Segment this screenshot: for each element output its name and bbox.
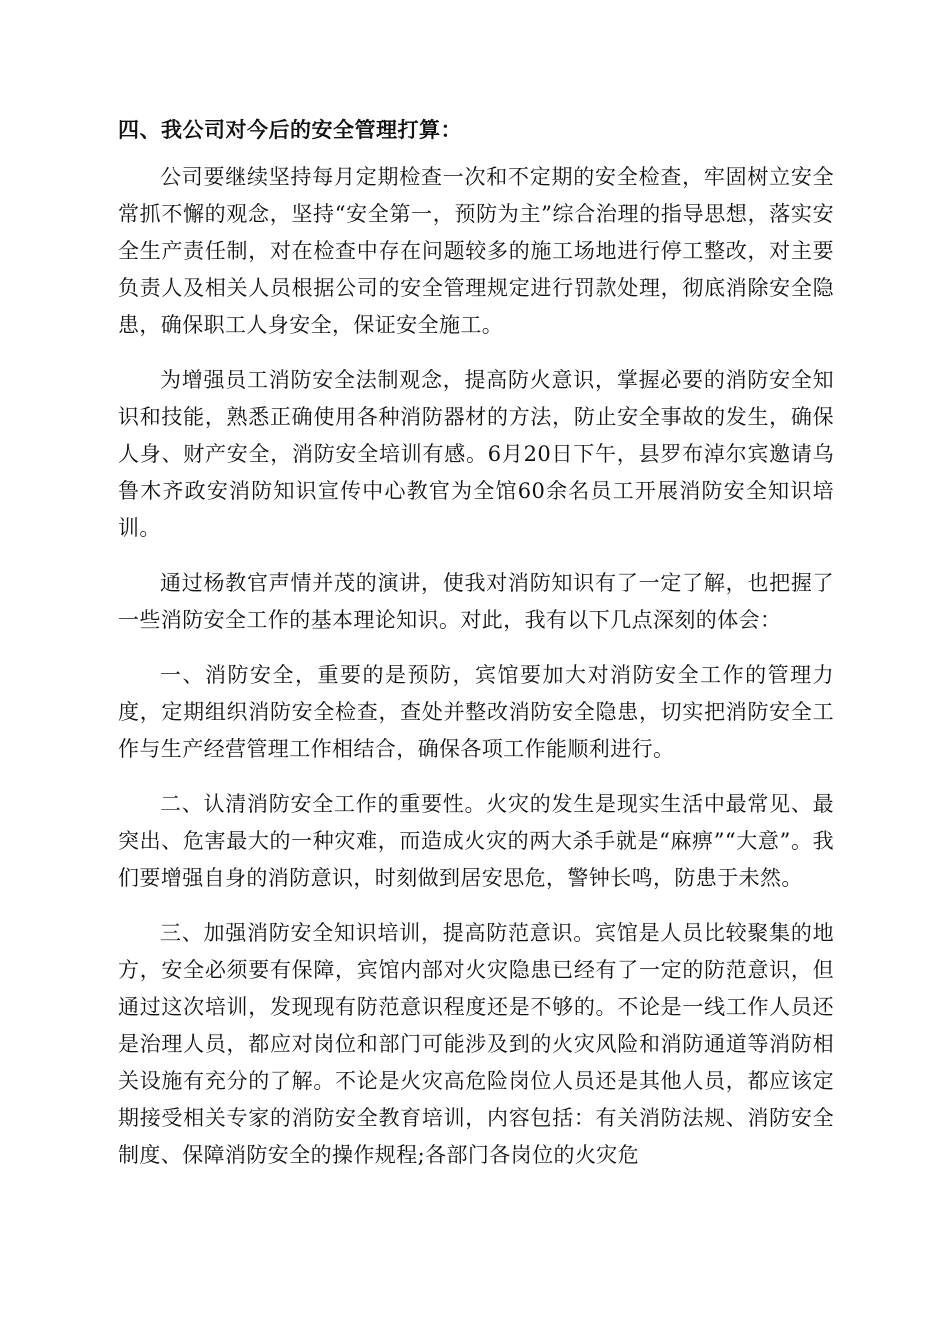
paragraph-fire-training-intro: 为增强员工消防安全法制观念，提高防火意识，掌握必要的消防安全知识和技能，熟悉正确使用各种消防器材的方法，防止安全事故的发生，确保人身、财产安全，消防安全培训有感。6月20日下午，县罗布淖尔宾邀请乌鲁木齐政安消防知识宣传中心教官为全馆60余名员工开展消防安全知识培训。 bbox=[118, 368, 834, 540]
document-body bbox=[118, 112, 834, 1192]
section-heading: 四、我公司对今后的安全管理打算： bbox=[118, 118, 462, 142]
paragraph-point-three: 三、加强消防安全知识培训，提高防范意识。宾馆是人员比较聚集的地方，安全必须要有保障，宾馆内部对火灾隐患已经有了一定的防范意识，但通过这次培训，发现现有防范意识程度还是不够的。不论是一线工作人员还是治理人员，都应对岗位和部门可能涉及到的火灾风险和消防通道等消防相关设施有充分的了解。不论是火灾高危险岗位人员还是其他人员，都应该定期接受相关专家的消防安全教育培训，内容包括：有关消防法规、消防安全制度、保障消防安全的操作规程;各部门各岗位的火灾危 bbox=[118, 921, 834, 1167]
paragraph-safety-plan: 公司要继续坚持每月定期检查一次和不定期的安全检查，牢固树立安全常抓不懈的观念，坚持“安全第一，预防为主”综合治理的指导思想，落实安全生产责任制，对在检查中存在问题较多的施工场地进行停工整改，对主要负责人及相关人员根据公司的安全管理规定进行罚款处理，彻底消除安全隐患，确保职工人身安全，保证安全施工。 bbox=[118, 165, 834, 337]
paragraph-point-one: 一、消防安全，重要的是预防，宾馆要加大对消防安全工作的管理力度，定期组织消防安全检查，查处并整改消防安全隐患，切实把消防安全工作与生产经营管理工作相结合，确保各项工作能顺利进行。 bbox=[118, 663, 834, 761]
paragraph-point-two: 二、认清消防安全工作的重要性。火灾的发生是现实生活中最常见、最突出、危害最大的一种灾难，而造成火灾的两大杀手就是“麻痹”“大意”。我们要增强自身的消防意识，时刻做到居安思危，警钟长鸣，防患于未然。 bbox=[118, 792, 834, 890]
paragraph-lecture-impression: 通过杨教官声情并茂的演讲，使我对消防知识有了一定了解，也把握了一些消防安全工作的基本理论知识。对此，我有以下几点深刻的体会： bbox=[118, 571, 834, 632]
